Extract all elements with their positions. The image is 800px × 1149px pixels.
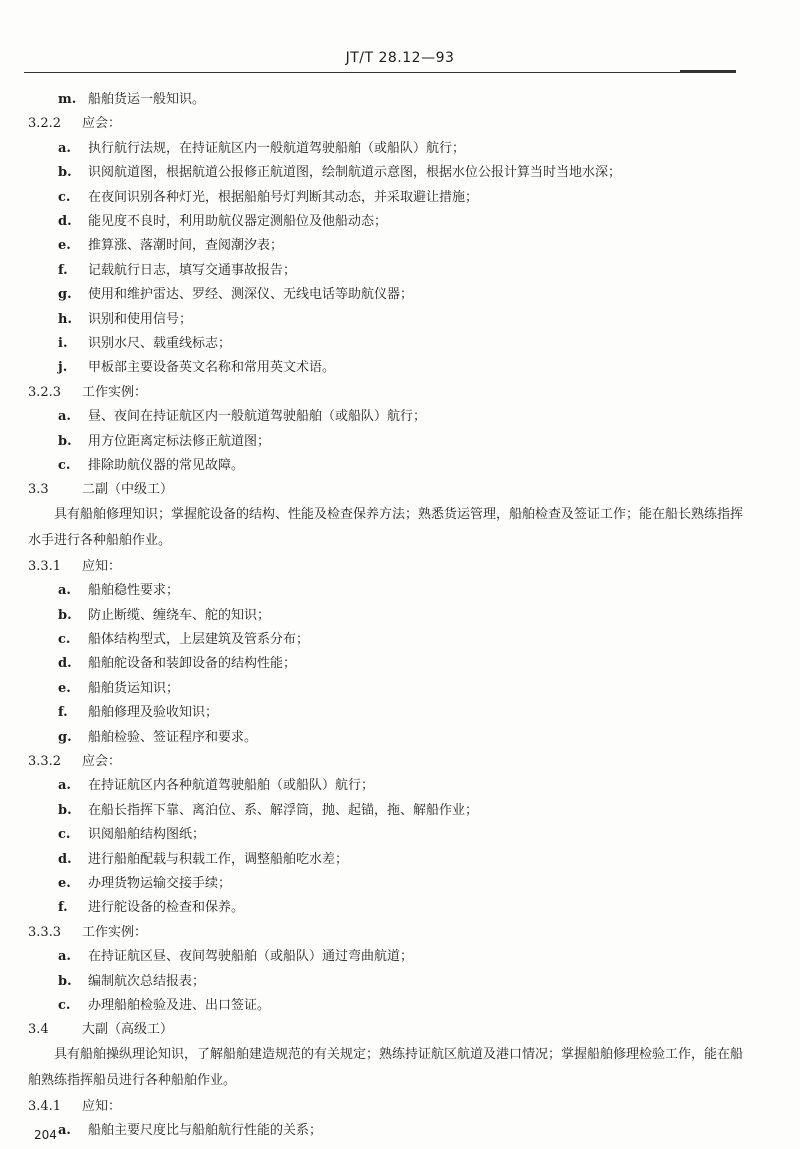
list-item-marker: h.	[58, 311, 72, 327]
list-item-text: 识别和使用信号；	[88, 311, 193, 327]
list-item-text: 船舶舵设备和装卸设备的结构性能；	[88, 656, 297, 672]
list-item-marker: d.	[58, 656, 72, 672]
list-item-text: 甲板部主要设备英文名称和常用英文术语。	[88, 360, 336, 376]
list-item-marker: c.	[58, 827, 71, 843]
list-item-text: 进行舵设备的检查和保养。	[88, 900, 245, 916]
list-item	[58, 1123, 322, 1139]
list-item	[58, 263, 296, 279]
list-item	[58, 778, 374, 794]
list-item	[58, 900, 244, 916]
section-title: 工作实例：	[82, 924, 148, 940]
page-number: 204	[34, 1128, 57, 1142]
list-item-text: 在持证航区内各种航道驾驶船舶（或船队）航行；	[88, 778, 375, 794]
header-rule	[24, 72, 736, 73]
section-title: 应知：	[82, 1098, 122, 1114]
list-item	[58, 360, 335, 376]
list-item	[58, 827, 205, 843]
list-item-text: 船舶货运一般知识。	[88, 92, 206, 107]
list-item	[58, 803, 478, 819]
list-item-marker: g.	[58, 287, 72, 303]
list-item-marker: d.	[58, 851, 72, 867]
list-item-text: 昼、夜间在持证航区内一般航道驾驶船舶（或船队）航行；	[88, 409, 427, 425]
list-item-marker: a.	[58, 949, 71, 965]
section-heading	[28, 754, 121, 770]
list-item-marker: c.	[58, 458, 71, 473]
list-item-marker: c.	[58, 189, 71, 205]
list-item-text: 执行航行法规，在持证航区内一般航道驾驶船舶（或船队）航行；	[88, 140, 466, 156]
section-number: 3.3.3	[28, 924, 62, 940]
list-item	[58, 730, 257, 746]
list-item-marker: b.	[58, 973, 72, 989]
list-item-text: 能见度不良时，利用助航仪器定测船位及他船动态；	[88, 214, 388, 229]
list-item	[58, 876, 231, 892]
section-heading	[28, 116, 121, 132]
list-item-text: 船舶修理及验收知识；	[88, 705, 219, 721]
list-item	[58, 949, 413, 965]
list-item-text: 识阅航道图，根据航道公报修正航道图，绘制航道示意图，根据水位公报计算当时当地水深；	[88, 165, 622, 181]
list-item	[58, 287, 413, 303]
list-item-text: 推算涨、落潮时间，查阅潮汐表；	[88, 238, 284, 254]
list-item-text: 进行船舶配载与积载工作，调整船舶吃水差；	[88, 851, 349, 867]
body-paragraph: 具有船舶操纵理论知识，了解船舶建造规范的有关规定；熟练持证航区航道及港口情况；掌握船舶修理检验工作，能在船舶熟练指挥船员进行各种船舶作业。	[28, 1046, 744, 1088]
list-item-marker: a.	[58, 140, 71, 156]
list-item	[58, 632, 309, 648]
list-item	[58, 336, 231, 352]
list-item-marker: b.	[58, 433, 72, 449]
list-item	[58, 409, 426, 425]
list-item-text: 在夜间识别各种灯光，根据船舶号灯判断其动态，并采取避让措施；	[88, 189, 479, 205]
list-item-text: 识阅船舶结构图纸；	[88, 827, 206, 843]
list-item-marker: a.	[58, 583, 71, 599]
list-item-text: 记载航行日志，填写交通事故报告；	[88, 262, 297, 278]
section-number: 3.2.3	[28, 384, 62, 400]
list-item	[58, 998, 270, 1014]
list-item	[58, 608, 270, 624]
list-item	[58, 214, 387, 230]
list-item	[58, 92, 205, 108]
section-title: 大副（高级工）	[82, 1022, 174, 1038]
list-item-marker: e.	[58, 876, 71, 891]
list-item-marker: m.	[58, 92, 77, 107]
section-heading	[28, 482, 173, 498]
list-item	[58, 705, 218, 721]
section-title: 应会：	[82, 116, 122, 132]
section-heading	[28, 1099, 121, 1115]
body-paragraph: 具有船舶修理知识；掌握舵设备的结构、性能及检查保养方法；熟悉货运管理，船舶检查及签证工作；能在船长熟练指挥水手进行各种船舶作业。	[28, 506, 744, 548]
list-item	[58, 852, 348, 868]
list-item-text: 船舶主要尺度比与船舶航行性能的关系；	[88, 1123, 323, 1139]
list-item	[58, 165, 621, 181]
list-item	[58, 974, 205, 990]
list-item-text: 识别水尺、载重线标志；	[88, 336, 232, 351]
section-number: 3.4	[28, 1022, 49, 1038]
section-number: 3.2.2	[28, 116, 62, 132]
section-title: 应会：	[82, 754, 122, 769]
list-item-marker: f.	[58, 705, 68, 721]
list-item-marker: f.	[58, 262, 68, 278]
list-item-marker: a.	[58, 778, 71, 794]
list-item	[58, 434, 270, 450]
list-item-marker: a.	[58, 409, 71, 425]
list-item-text: 船舶货运知识；	[88, 680, 180, 696]
list-item-text: 在船长指挥下靠、离泊位、系、解浮筒，抛、起锚，拖、解船作业；	[88, 802, 479, 818]
section-title: 二副（中级工）	[82, 482, 174, 498]
section-heading	[28, 1022, 173, 1038]
list-item	[58, 583, 179, 599]
list-item-text: 船舶检验、签证程序和要求。	[88, 729, 258, 745]
section-heading	[28, 385, 147, 401]
list-item	[58, 458, 244, 474]
list-item-marker: g.	[58, 729, 72, 745]
list-item	[58, 190, 478, 206]
list-item-text: 使用和维护雷达、罗经、测深仪、无线电话等助航仪器；	[88, 287, 414, 303]
list-item	[58, 141, 465, 157]
list-item	[58, 312, 192, 328]
list-item-marker: i.	[58, 336, 68, 351]
list-item-text: 船体结构型式，上层建筑及管系分布；	[88, 632, 310, 647]
list-item-marker: b.	[58, 802, 72, 818]
list-item-marker: d.	[58, 214, 72, 229]
standard-code-header: JT/T 28.12—93	[345, 50, 455, 66]
list-item-marker: a.	[58, 1123, 71, 1139]
section-number: 3.3.1	[28, 558, 62, 574]
section-title: 工作实例：	[82, 384, 148, 400]
list-item-text: 编制航次总结报表；	[88, 973, 206, 989]
list-item-text: 防止断缆、缠绕车、舵的知识；	[88, 607, 271, 623]
list-item-marker: e.	[58, 680, 71, 696]
list-item-text: 船舶稳性要求；	[88, 583, 180, 599]
list-item	[58, 681, 179, 697]
list-item-text: 用方位距离定标法修正航道图；	[88, 433, 271, 449]
section-heading	[28, 925, 147, 941]
list-item-marker: e.	[58, 238, 71, 254]
section-title: 应知：	[82, 558, 122, 574]
list-item-text: 在持证航区昼、夜间驾驶船舶（或船队）通过弯曲航道；	[88, 949, 414, 965]
list-item-marker: c.	[58, 998, 71, 1013]
list-item-text: 办理船舶检验及进、出口签证。	[88, 998, 271, 1013]
header-rule-accent	[680, 70, 736, 73]
list-item-marker: b.	[58, 165, 72, 181]
list-item	[58, 656, 296, 672]
list-item-marker: f.	[58, 900, 68, 916]
list-item	[58, 238, 283, 254]
list-item-marker: c.	[58, 632, 71, 647]
section-number: 3.3.2	[28, 754, 62, 769]
list-item-text: 办理货物运输交接手续；	[88, 876, 232, 891]
section-number: 3.4.1	[28, 1098, 62, 1114]
section-number: 3.3	[28, 482, 49, 498]
list-item-text: 排除助航仪器的常见故障。	[88, 458, 245, 473]
list-item-marker: j.	[58, 360, 68, 376]
list-item-marker: b.	[58, 607, 72, 623]
section-heading	[28, 559, 121, 575]
